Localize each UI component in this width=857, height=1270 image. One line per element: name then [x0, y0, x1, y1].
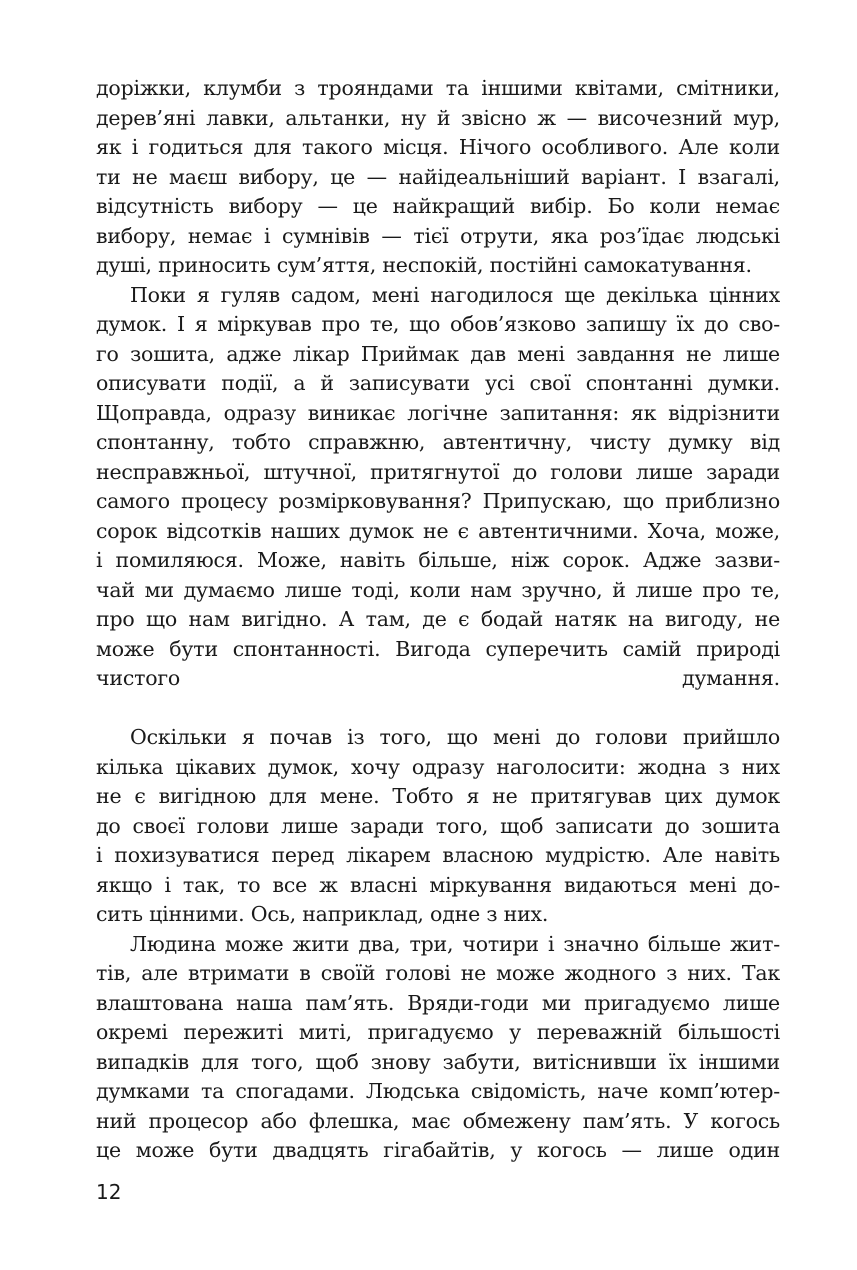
- text-line: описувати події, а й записувати усі свої спонтанні думки.: [96, 371, 780, 395]
- text-line: самого процесу розмірковування? Припускаю, що приблизно: [96, 489, 780, 513]
- text-line: дерев’яні лавки, альтанки, ну й звісно ж — височезний мур,: [96, 105, 780, 130]
- text-line: як і годиться для такого місця. Нічого особливого. Але коли: [96, 135, 780, 159]
- text-line: чистого думання.: [96, 666, 780, 690]
- text-line: тів, але втримати в своїй голові не може жодного з них. Так: [96, 961, 780, 985]
- text-line: чай ми думаємо лише тоді, коли нам зручно, й лише про те,: [96, 577, 780, 602]
- text-line: це може бути двадцять гігабайтів, у когось — лише один: [96, 1138, 780, 1162]
- text-line: може бути спонтанності. Вигода суперечить самій природі: [96, 636, 780, 661]
- text-line: думками та спогадами. Людська свідомість, наче комп’ютер-: [96, 1079, 780, 1103]
- page-number: 12: [96, 1180, 122, 1204]
- text-line: Щоправда, одразу виникає логічне запитання: як відрізнити: [96, 400, 780, 425]
- text-line: Оскільки я почав із того, що мені до голови прийшло: [130, 725, 780, 749]
- body-text: [96, 74, 780, 1166]
- text-line: го зошита, адже лікар Приймак дав мені завдання не лише: [96, 341, 780, 366]
- text-line: думок. І я міркував про те, що обов’язково запишу їх до сво-: [96, 312, 780, 336]
- text-line: вибору, немає і сумнівів — тієї отрути, яка роз’їдає людські: [96, 223, 780, 248]
- text-line: не є вигідною для мене. Тобто я не притягував цих думок: [96, 784, 780, 808]
- text-line: Поки я гуляв садом, мені нагодилося ще декілька цінних: [130, 282, 780, 307]
- text-line: випадків для того, щоб знову забути, витіснивши їх іншими: [96, 1049, 780, 1074]
- text-line: до своєї голови лише заради того, щоб записати до зошита: [96, 813, 780, 838]
- text-line: окремі пережиті миті, пригадуємо у переважній більшості: [96, 1020, 780, 1044]
- text-line: якщо і так, то все ж власні міркування видаються мені до-: [96, 872, 780, 897]
- text-line: доріжки, клумби з трояндами та іншими квітами, смітники,: [96, 76, 780, 100]
- text-line: несправжньої, штучної, притягнутої до голови лише заради: [96, 459, 780, 484]
- text-line: Людина може жити два, три, чотири і значно більше жит-: [130, 931, 780, 956]
- text-line: кілька цікавих думок, хочу одразу наголосити: жодна з них: [96, 754, 780, 779]
- text-line: і помиляюся. Може, навіть більше, ніж сорок. Адже зазви-: [96, 548, 780, 572]
- text-line: сорок відсотків наших думок не є автентичними. Хоча, може,: [96, 518, 780, 543]
- text-line: душі, приносить сум’яття, неспокій, постійні самокатування.: [96, 253, 752, 277]
- text-line: [96, 694, 780, 724]
- text-line: про що нам вигідно. А там, де є бодай натяк на вигоду, не: [96, 607, 780, 631]
- text-line: ний процесор або флешка, має обмежену пам’ять. У когось: [96, 1108, 780, 1133]
- text-line: влаштована наша пам’ять. Вряди-годи ми пригадуємо лише: [96, 990, 780, 1015]
- text-line: ти не маєш вибору, це — найідеальніший варіант. І взагалі,: [96, 164, 780, 189]
- text-line: відсутність вибору — це найкращий вибір. Бо коли немає: [96, 194, 780, 218]
- text-line: і похизуватися перед лікарем власною мудрістю. Але навіть: [96, 843, 780, 867]
- text-line: спонтанну, тобто справжню, автентичну, чисту думку від: [96, 430, 780, 454]
- text-line: сить цінними. Ось, наприклад, одне з них.: [96, 902, 549, 926]
